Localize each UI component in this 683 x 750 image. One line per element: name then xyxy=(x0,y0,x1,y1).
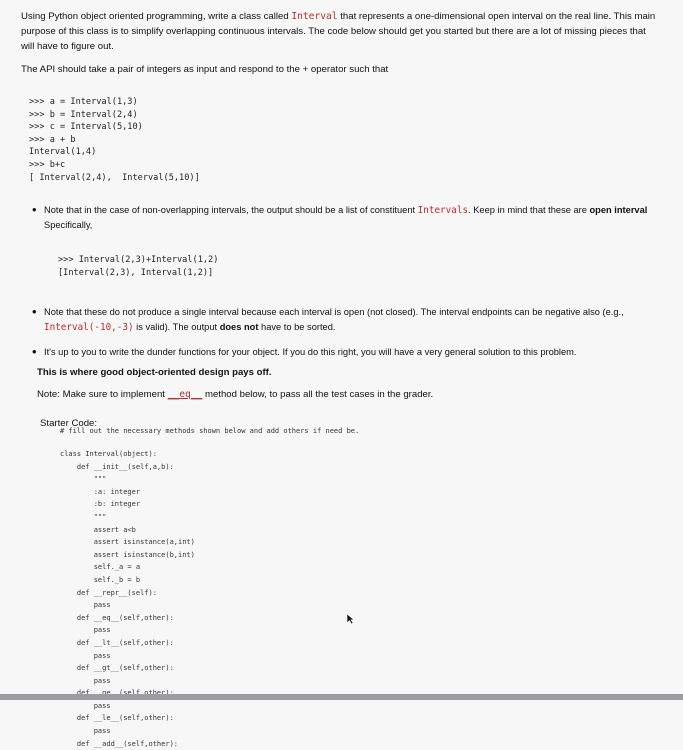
intro-line-2: purpose of this class is to simplify overlapping continuous intervals. The code below should get you started but there are a lot of missing pieces that xyxy=(21,26,646,37)
intro-paragraph xyxy=(21,9,681,54)
starter-code-label: Starter Code: xyxy=(40,418,98,429)
bullet-open-intervals: • Note that these do not produce a single interval because each interval is open (not closed). The interval endpoints can be negative also (e.g., Interval(-10,-3) is valid). The output does not have to be sorted. xyxy=(44,305,674,335)
intro-text: Using Python object oriented programming, write a class called xyxy=(21,11,292,22)
example-code-block-1: >>> a = Interval(1,3) >>> b = Interval(2,4) >>> c = Interval(5,10) >>> a + b Interval(1,4) >>> b+c [ Interval(2,4), Interval(5,10)] xyxy=(29,97,200,183)
bullet-non-overlapping: • Note that in the case of non-overlapping intervals, the output should be a list of constituent Intervals. Keep in mind that these are open interval Specifically, xyxy=(44,203,674,233)
bullet-dunder-functions: • It's up to you to write the dunder functions for your object. If you do this right, you will have a very general solution to this problem. xyxy=(44,345,674,360)
design-note: This is where good object-oriented design pays off. xyxy=(37,367,272,378)
bottom-scroll-bar xyxy=(0,694,683,700)
eq-note: Note: Make sure to implement __eq__ method below, to pass all the test cases in the grader. xyxy=(37,389,434,400)
api-paragraph: The API should take a pair of integers as input and respond to the + operator such that xyxy=(21,64,389,75)
intro-text-cont: that represents a one-dimensional open interval on the real line. This main xyxy=(337,11,656,22)
inline-code-negative-interval: Interval(-10,-3) xyxy=(44,322,134,333)
inline-code-interval: Interval xyxy=(291,11,338,22)
mouse-cursor-icon xyxy=(346,613,355,625)
inline-code-eq: __eq__ xyxy=(167,389,203,400)
starter-comment: # fill out the necessary methods shown below and add others if need be. xyxy=(60,427,360,435)
example-code-block-2: >>> Interval(2,3)+Interval(1,2) [Interval(2,3), Interval(1,2)] xyxy=(58,255,219,278)
starter-code-block: class Interval(object): def __init__(self,a,b): """ :a: integer :b: integer """ assert a<b assert isinstance(a,int) assert isinstance(b,int) self._a = a self._b = b def __repr__(self): pass def __eq__(self,other): pass def __lt__(self,other): pass def __gt__(self,other): pass pass def __le__(self,other): pass def __add__(self,other): xyxy=(60,450,195,748)
intro-line-3: will have to figure out. xyxy=(21,41,114,52)
inline-code-intervals: Intervals xyxy=(417,205,469,216)
